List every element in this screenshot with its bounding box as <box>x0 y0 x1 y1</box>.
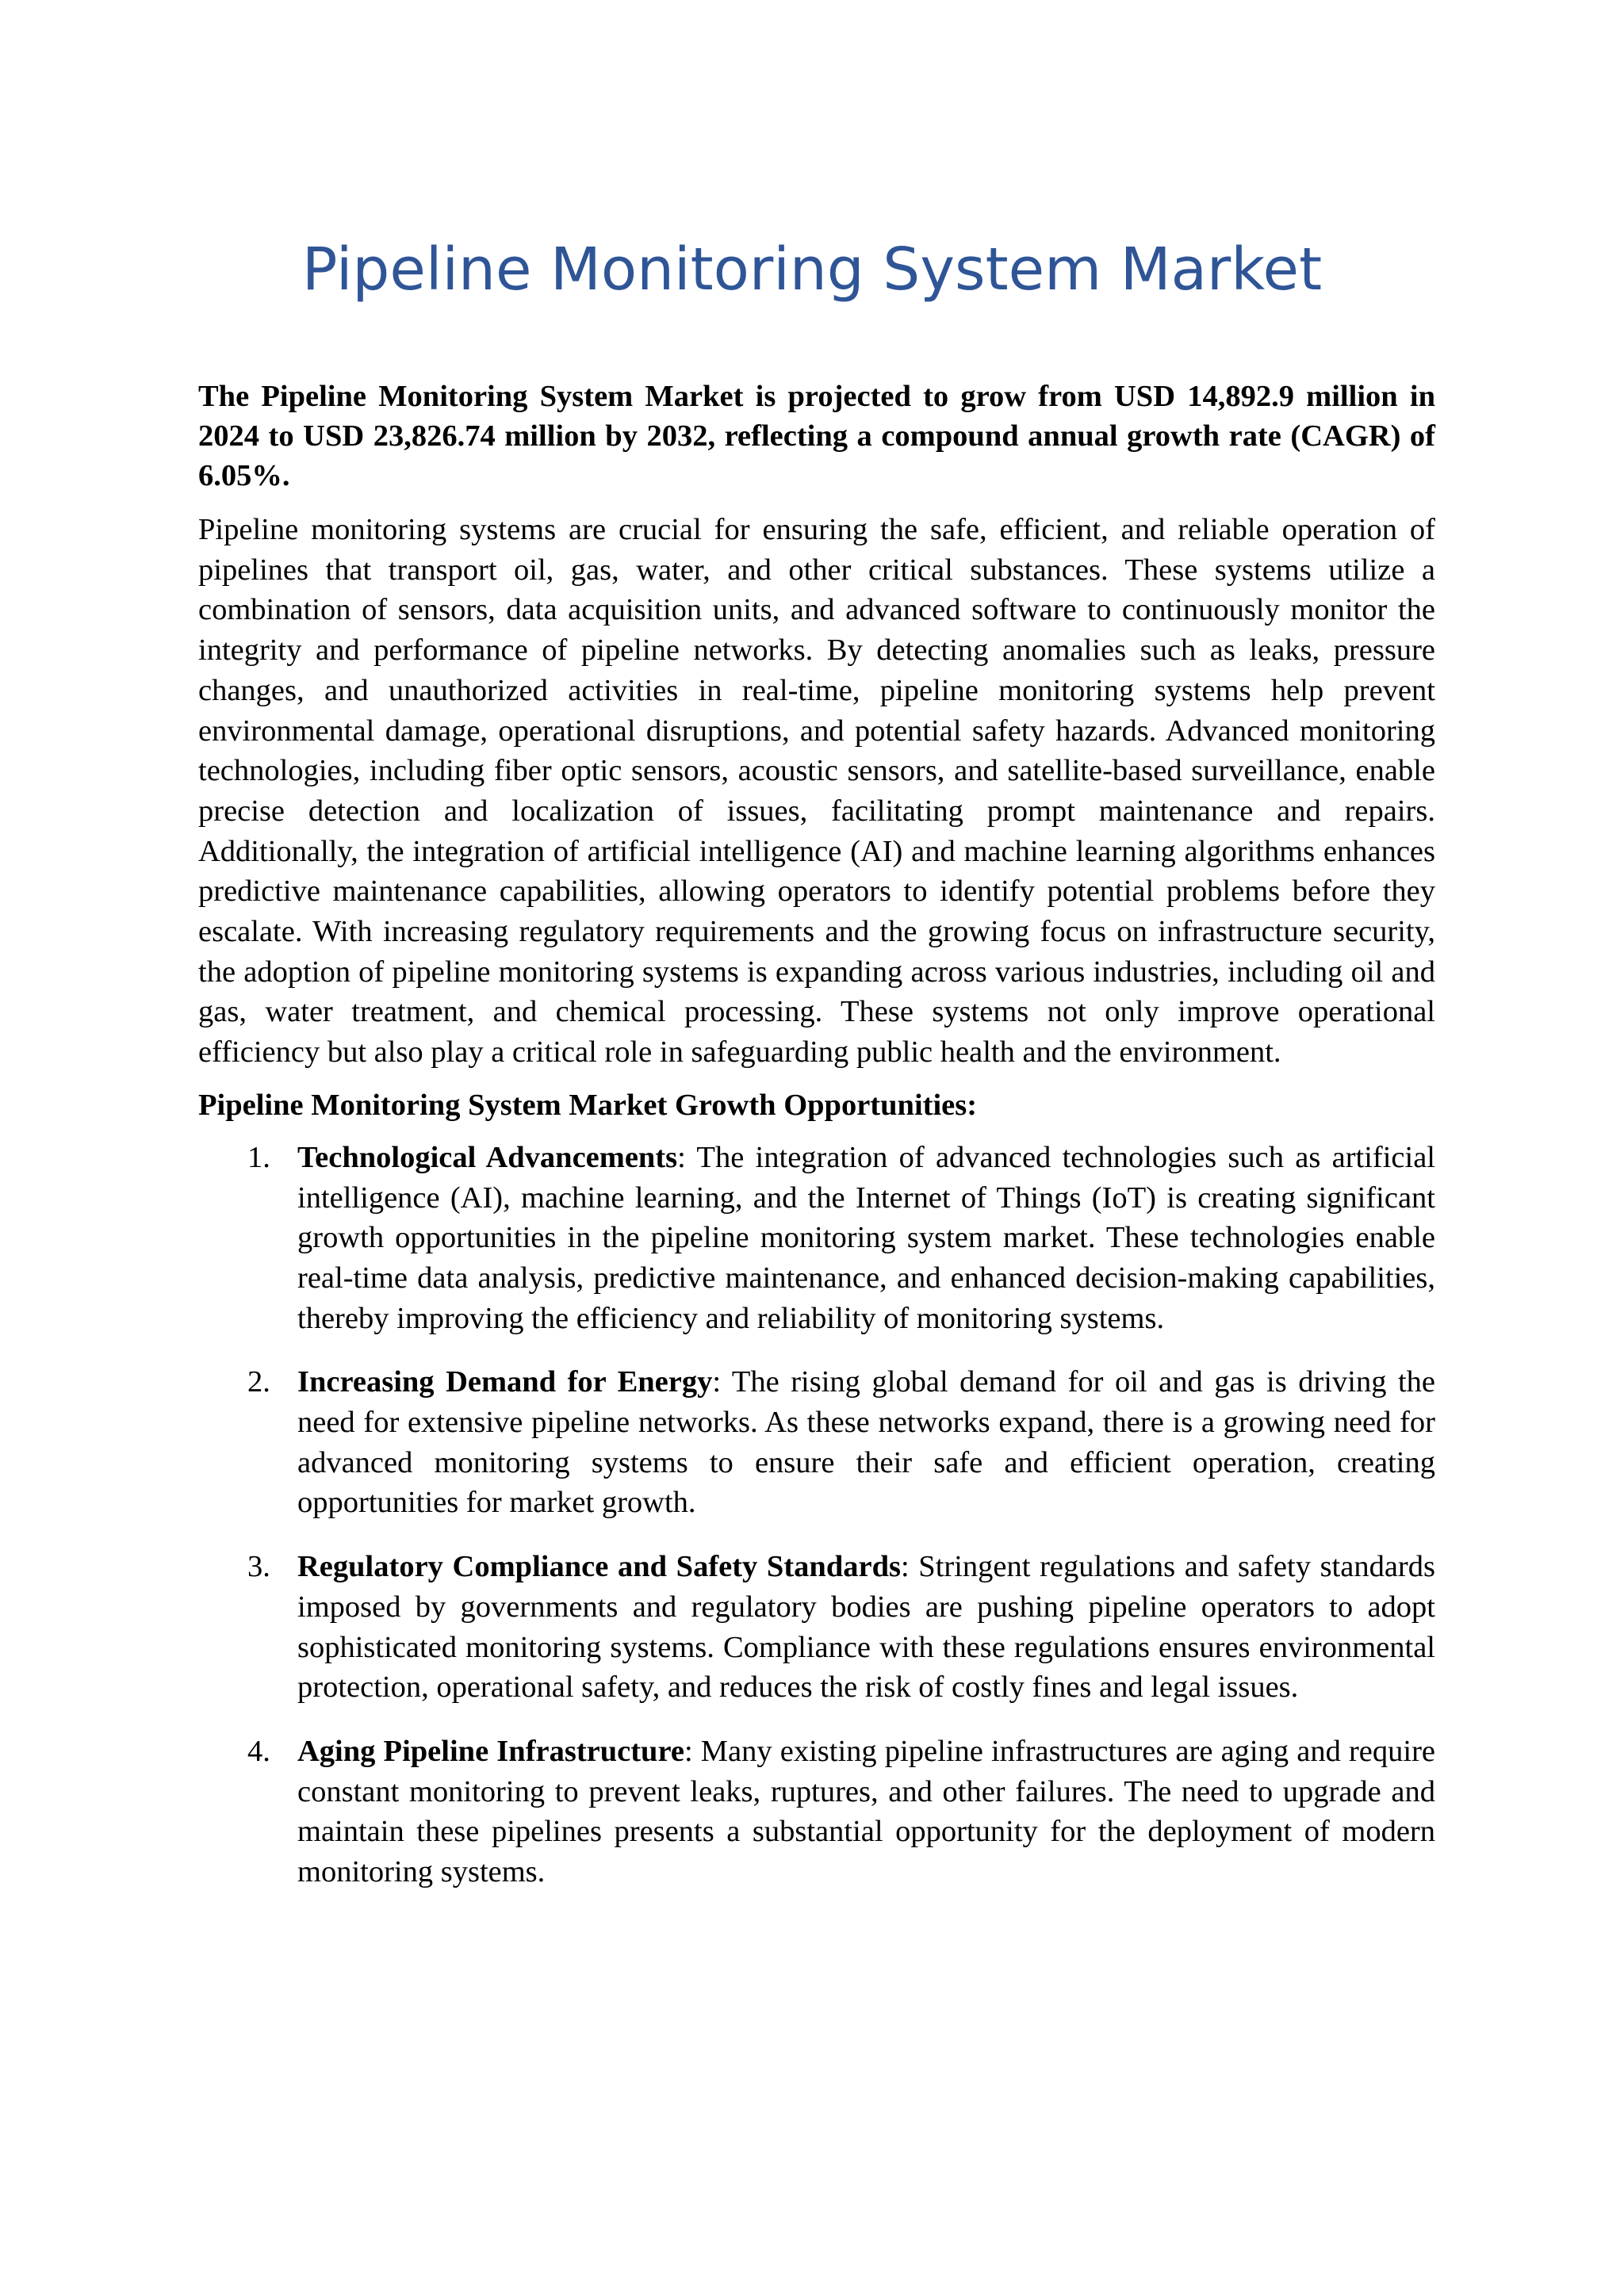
body-paragraph: Pipeline monitoring systems are crucial for ensuring the safe, efficient, and reliable operation of pipelines that transport oil, gas, water, and other critical substances. These systems utilize a combination of sensors, data acquisition units, and advanced software to continuously monitor the integrity and performance of pipeline networks. By detecting anomalies such as leaks, pressure changes, and unauthorized activities in real-time, pipeline monitoring systems help prevent environmental damage, operational disruptions, and potential safety hazards. Advanced monitoring technologies, including fiber optic sensors, acoustic sensors, and satellite-based surveillance, enable precise detection and localization of issues, facilitating prompt maintenance and repairs. Additionally, the integration of artificial intelligence (AI) and machine learning algorithms enhances predictive maintenance capabilities, allowing operators to identify potential problems before they escalate. With increasing regulatory requirements and the growing focus on infrastructure security, the adoption of pipeline monitoring systems is expanding across various industries, including oil and gas, water treatment, and chemical processing. These systems not only improve operational efficiency but also play a critical role in safeguarding public health and the environment. <box>198 513 1435 1070</box>
list-number: 2. <box>247 1365 270 1399</box>
opportunity-item-aging-infrastructure <box>198 1732 1435 1892</box>
opportunity-item-regulatory-compliance <box>198 1547 1435 1708</box>
opportunity-text: : The rising global demand for oil and gas is driving the need for extensive pipeline networks. As these networks expand, there is a growing need for advanced monitoring systems to ensure their safe and efficient operation, creating opportunities for market growth. <box>297 1365 1435 1520</box>
opportunity-term: Regulatory Compliance and Safety Standards <box>297 1550 901 1584</box>
list-number: 4. <box>247 1734 270 1768</box>
opportunities-list <box>198 1138 1435 1892</box>
opportunities-heading: Pipeline Monitoring System Market Growth Opportunities: <box>198 1088 978 1122</box>
opportunity-term: Increasing Demand for Energy <box>297 1365 713 1399</box>
opportunity-text: : Stringent regulations and safety standards imposed by governments and regulatory bodies are pushing pipeline operators to adopt sophisticated monitoring systems. Compliance with these regulations ensures environmental protection, operational safety, and reduces the risk of costly fines and legal issues. <box>297 1550 1435 1705</box>
opportunity-item-increasing-demand <box>198 1362 1435 1523</box>
opportunity-text: : The integration of advanced technologies such as artificial intelligence (AI), machine learning, and the Internet of Things (IoT) is creating significant growth opportunities in the pipeline monitoring system market. These technologies enable real-time data analysis, predictive maintenance, and enhanced decision-making capabilities, thereby improving the efficiency and reliability of monitoring systems. <box>297 1140 1435 1335</box>
opportunity-term: Technological Advancements <box>297 1140 678 1174</box>
document-content <box>198 377 1435 1916</box>
list-number: 3. <box>247 1550 270 1584</box>
opportunity-text: : Many existing pipeline infrastructures are aging and require constant monitoring to prevent leaks, ruptures, and other failures. The need to upgrade and maintain these pipelines presents a substantial opportunity for the deployment of modern monitoring systems. <box>297 1734 1435 1889</box>
opportunity-item-technological-advancements <box>198 1138 1435 1339</box>
opportunity-term: Aging Pipeline Infrastructure <box>297 1734 684 1768</box>
lead-paragraph: The Pipeline Monitoring System Market is projected to grow from USD 14,892.9 million in 2024 to USD 23,826.74 million by 2032, reflecting a compound annual growth rate (CAGR) of 6.05%. <box>198 380 1435 492</box>
document-title: Pipeline Monitoring System Market <box>301 235 1323 304</box>
list-number: 1. <box>247 1140 270 1174</box>
